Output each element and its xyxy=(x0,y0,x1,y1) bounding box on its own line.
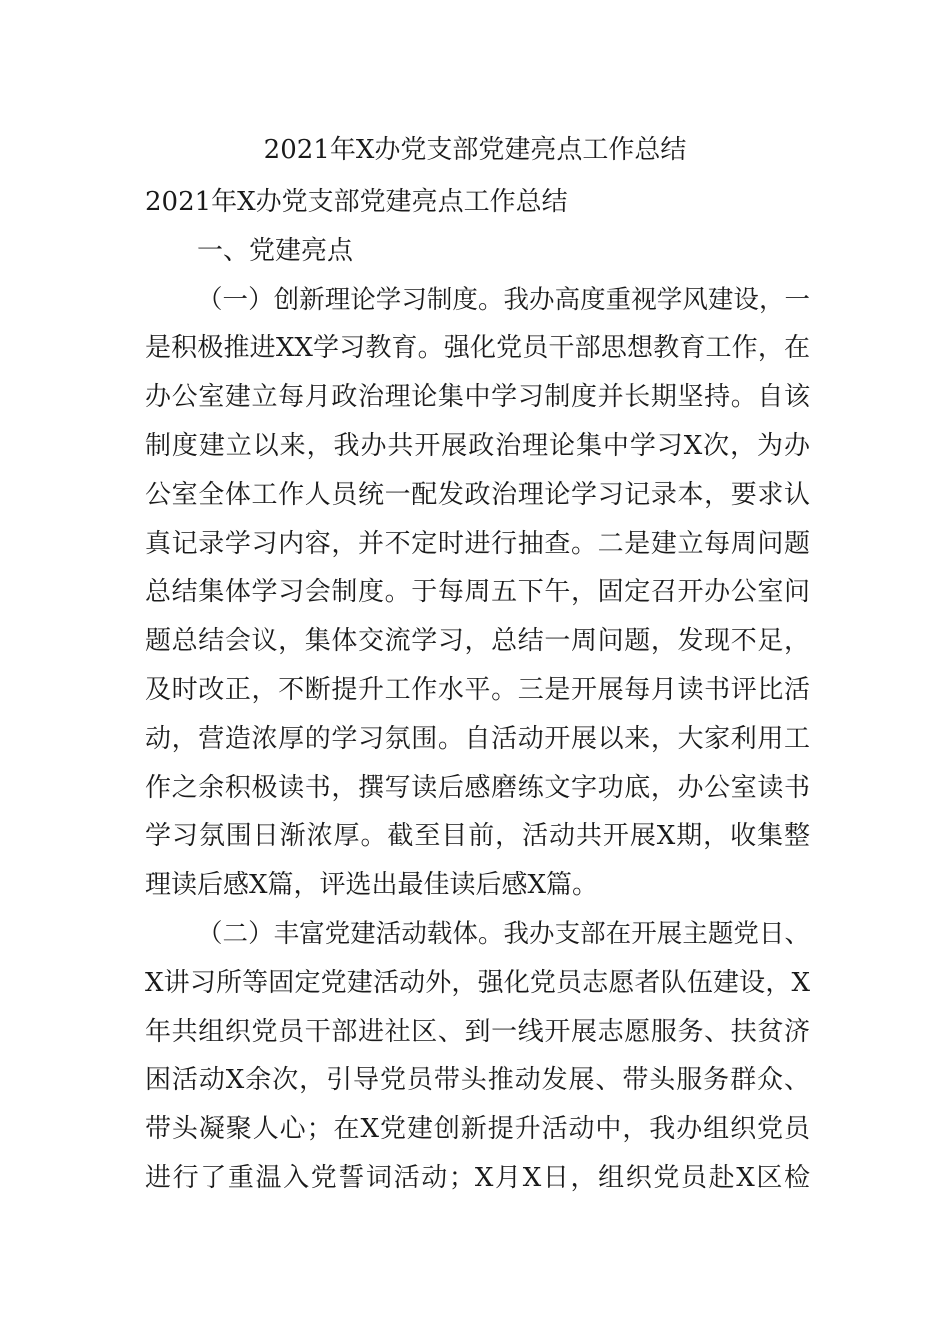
section-heading: 一、党建亮点 xyxy=(197,235,354,266)
paragraph-line: 办公室建立每月政治理论集中学习制度并长期坚持。自该 xyxy=(145,382,810,413)
paragraph-line: （二）丰富党建活动载体。我办支部在开展主题党日、 xyxy=(197,918,810,949)
paragraph-line: 题总结会议，集体交流学习，总结一周问题，发现不足， xyxy=(145,626,810,657)
page-title: 2021年X办党支部党建亮点工作总结 xyxy=(263,135,687,165)
paragraph-line: 带头凝聚人心；在X党建创新提升活动中，我办组织党员 xyxy=(145,1114,810,1145)
paragraph-line: 总结集体学习会制度。于每周五下午，固定召开办公室问 xyxy=(145,577,810,608)
paragraph-line: 年共组织党员干部进社区、到一线开展志愿服务、扶贫济 xyxy=(145,1016,810,1047)
document-body xyxy=(145,178,810,1203)
paragraph-line: 是积极推进XX学习教育。强化党员干部思想教育工作，在 xyxy=(145,333,810,364)
paragraph-line: 学习氛围日渐浓厚。截至目前，活动共开展X期，收集整 xyxy=(145,821,810,852)
subtitle-line: 2021年X办党支部党建亮点工作总结 xyxy=(145,187,568,217)
paragraph-line: 进行了重温入党誓词活动；X月X日，组织党员赴X区检 xyxy=(145,1162,810,1193)
paragraph-line: 制度建立以来，我办共开展政治理论集中学习X次，为办 xyxy=(145,430,810,461)
paragraph-line: 动，营造浓厚的学习氛围。自活动开展以来，大家利用工 xyxy=(145,723,810,754)
paragraph-line: 困活动X余次，引导党员带头推动发展、带头服务群众、 xyxy=(145,1065,810,1096)
paragraph-line: （一）创新理论学习制度。我办高度重视学风建设，一 xyxy=(197,284,810,315)
paragraph-line: 及时改正，不断提升工作水平。三是开展每月读书评比活 xyxy=(145,674,810,705)
paragraph-line: 理读后感X篇，评选出最佳读后感X篇。 xyxy=(145,870,599,901)
paragraph-line: X讲习所等固定党建活动外，强化党员志愿者队伍建设，X xyxy=(145,967,810,998)
paragraph-line: 真记录学习内容，并不定时进行抽查。二是建立每周问题 xyxy=(145,528,810,559)
paragraph-line: 公室全体工作人员统一配发政治理论学习记录本，要求认 xyxy=(145,479,810,510)
paragraph-line: 作之余积极读书，撰写读后感磨练文字功底，办公室读书 xyxy=(145,772,810,803)
